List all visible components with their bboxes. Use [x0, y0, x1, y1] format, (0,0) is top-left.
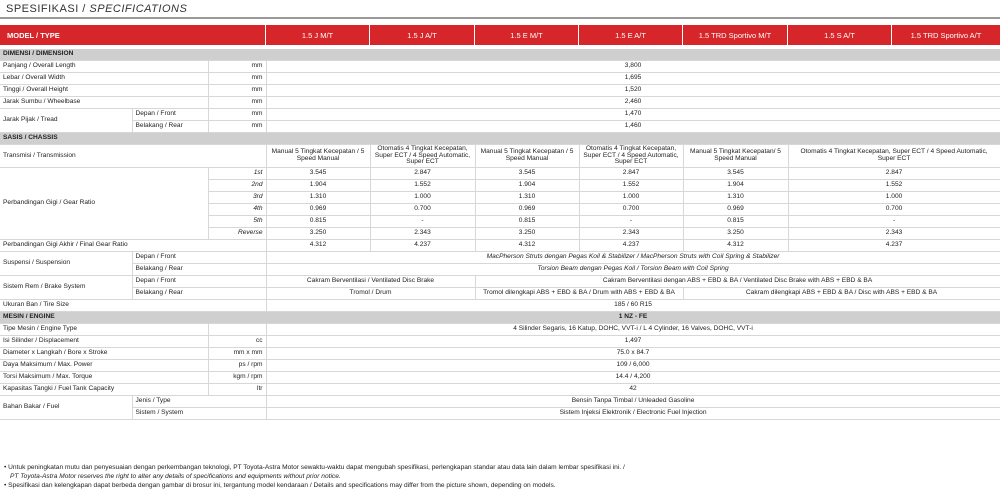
- value: Cakram dilengkapi ABS + EBD & BA / Disc with ABS + EBD & BA: [683, 288, 1000, 300]
- row-label: Jarak Sumbu / Wheelbase: [0, 97, 208, 109]
- table-row: [0, 85, 1000, 97]
- model-header-3: 1.5 E M/T: [475, 25, 579, 45]
- value: 4.237: [579, 240, 683, 252]
- value: 14.4 / 4,200: [266, 372, 1000, 384]
- value: 2.847: [370, 168, 475, 180]
- value: 185 / 60 R15: [266, 300, 1000, 312]
- gear-label: Reverse: [208, 228, 266, 240]
- model-header-6: 1.5 S A/T: [788, 25, 892, 45]
- sub-label: Depan / Front: [132, 252, 266, 264]
- transmission-value: Manual 5 Tingkat Kecepatan / 5 Speed Manual: [266, 145, 370, 168]
- value: 0.700: [579, 204, 683, 216]
- row-label: Tinggi / Overall Height: [0, 85, 208, 97]
- value: 3.545: [266, 168, 370, 180]
- value: 1.552: [579, 180, 683, 192]
- value: MacPherson Struts dengan Pegas Koil & Stabilizer / MacPherson Struts with Coil Spring & Stabilizer: [266, 252, 1000, 264]
- value: -: [579, 216, 683, 228]
- value: 2.343: [579, 228, 683, 240]
- value: 1.310: [475, 192, 579, 204]
- footnotes: [4, 463, 994, 490]
- row-label: Panjang / Overall Length: [0, 61, 208, 73]
- row-label: Tipe Mesin / Engine Type: [0, 324, 208, 336]
- sub-label: Depan / Front: [132, 276, 266, 288]
- row-label: Perbandingan Gigi / Gear Ratio: [0, 168, 208, 240]
- value: 2.343: [370, 228, 475, 240]
- value: 109 / 6,000: [266, 360, 1000, 372]
- unit: [208, 324, 266, 336]
- sub-label: Belakang / Rear: [132, 121, 208, 133]
- value: 0.700: [788, 204, 1000, 216]
- row-label: Kapasitas Tangki / Fuel Tank Capacity: [0, 384, 208, 396]
- value: 1.310: [266, 192, 370, 204]
- value: 1.000: [788, 192, 1000, 204]
- table-row: [0, 288, 1000, 300]
- model-header-5: 1.5 TRD Sportivo M/T: [683, 25, 788, 45]
- value: 42: [266, 384, 1000, 396]
- table-row: [0, 61, 1000, 73]
- value: 1.310: [683, 192, 788, 204]
- table-row: [0, 276, 1000, 288]
- sub-label: Depan / Front: [132, 109, 208, 121]
- value: 2.343: [788, 228, 1000, 240]
- value: 4 Silinder Segaris, 16 Katup, DOHC, VVT-i / L 4 Cylinder, 16 Valves, DOHC, VVT-i: [266, 324, 1000, 336]
- value: 2.847: [788, 168, 1000, 180]
- table-row: [0, 121, 1000, 133]
- model-header-7: 1.5 TRD Sportivo A/T: [892, 25, 1000, 45]
- table-row: [0, 145, 1000, 168]
- table-row: [0, 360, 1000, 372]
- value: 1.552: [370, 180, 475, 192]
- value: 4.312: [266, 240, 370, 252]
- value: 1,695: [266, 73, 1000, 85]
- value: 3.250: [266, 228, 370, 240]
- row-label: Ukuran Ban / Tire Size: [0, 300, 266, 312]
- sub-label: Sistem / System: [132, 408, 266, 420]
- sub-label: Jenis / Type: [132, 396, 266, 408]
- table-row: [0, 252, 1000, 264]
- footnote-1: • Untuk peningkatan mutu dan penyesuaian dengan perkembangan teknologi, PT Toyota-Astra Motor sewaktu-waktu dapat mengubah spesifikasi, perlengkapan standar atau data lain dalam lembar spesifikasi ini. /: [4, 464, 625, 471]
- table-row: [0, 240, 1000, 252]
- table-row: [0, 408, 1000, 420]
- model-header-1: 1.5 J M/T: [266, 25, 370, 45]
- unit: mm: [208, 85, 266, 97]
- gear-label: 2nd: [208, 180, 266, 192]
- table-row: [0, 348, 1000, 360]
- row-label: Daya Maksimum / Max. Power: [0, 360, 208, 372]
- table-row: [0, 97, 1000, 109]
- value: Sistem Injeksi Elektronik / Electronic Fuel Injection: [266, 408, 1000, 420]
- table-row: [0, 396, 1000, 408]
- value: 0.815: [683, 216, 788, 228]
- value: 0.969: [266, 204, 370, 216]
- gear-label: 4th: [208, 204, 266, 216]
- section-engine-title: MESIN / ENGINE: [0, 312, 266, 324]
- model-header-2: 1.5 J A/T: [370, 25, 475, 45]
- table-row: [0, 336, 1000, 348]
- table-row: [0, 300, 1000, 312]
- table-row: [0, 384, 1000, 396]
- value: 1.904: [683, 180, 788, 192]
- row-label: Perbandingan Gigi Akhir / Final Gear Ratio: [0, 240, 266, 252]
- unit: cc: [208, 336, 266, 348]
- row-label: Sistem Rem / Brake System: [0, 276, 132, 300]
- value: 1,520: [266, 85, 1000, 97]
- gear-label: 3rd: [208, 192, 266, 204]
- value: 3,800: [266, 61, 1000, 73]
- row-label: Torsi Maksimum / Max. Torque: [0, 372, 208, 384]
- unit: mm: [208, 61, 266, 73]
- row-label: Bahan Bakar / Fuel: [0, 396, 132, 420]
- page-title: SPESIFIKASI / SPECIFICATIONS: [6, 3, 188, 15]
- title-rule: [0, 17, 1000, 19]
- transmission-value: Otomatis 4 Tingkat Kecepatan, Super ECT / 4 Speed Automatic, Super ECT: [579, 145, 683, 168]
- value: 1,460: [266, 121, 1000, 133]
- value: 0.969: [683, 204, 788, 216]
- table-row: [0, 324, 1000, 336]
- footnote-1-en: PT Toyota-Astra Motor reserves the right to alter any details of specifications and equipments without prior notice.: [10, 473, 341, 480]
- value: 3.250: [475, 228, 579, 240]
- title-bar: [0, 0, 1000, 20]
- row-label: Isi Silinder / Displacement: [0, 336, 208, 348]
- section-engine: [0, 312, 1000, 324]
- unit: mm: [208, 109, 266, 121]
- transmission-value: Manual 5 Tingkat Kecepatan / 5 Speed Manual: [475, 145, 579, 168]
- transmission-value: Otomatis 4 Tingkat Kecepatan, Super ECT / 4 Speed Automatic, Super ECT: [370, 145, 475, 168]
- value: 0.815: [266, 216, 370, 228]
- value: Cakram Berventilasi dengan ABS + EBD & BA / Ventilated Disc Brake with ABS + EBD & BA: [475, 276, 1000, 288]
- unit: mm: [208, 121, 266, 133]
- unit: mm: [208, 73, 266, 85]
- unit: ltr: [208, 384, 266, 396]
- table-row: [0, 372, 1000, 384]
- value: 3.250: [683, 228, 788, 240]
- value: 3.545: [475, 168, 579, 180]
- value: Bensin Tanpa Timbal / Unleaded Gasoline: [266, 396, 1000, 408]
- value: 4.237: [788, 240, 1000, 252]
- value: 4.237: [370, 240, 475, 252]
- value: 0.815: [475, 216, 579, 228]
- value: 1,470: [266, 109, 1000, 121]
- section-dimension-title: DIMENSI / DIMENSION: [0, 49, 1000, 61]
- value: Tromol dilengkapi ABS + EBD & BA / Drum with ABS + EBD & BA: [475, 288, 683, 300]
- sub-label: Belakang / Rear: [132, 264, 266, 276]
- value: 0.700: [370, 204, 475, 216]
- model-header-row: [0, 25, 1000, 45]
- value: Torsion Beam dengan Pegas Koil / Torsion Beam with Coil Spring: [266, 264, 1000, 276]
- value: 1.000: [370, 192, 475, 204]
- section-chassis: [0, 133, 1000, 145]
- row-label: Lebar / Overall Width: [0, 73, 208, 85]
- value: 2,460: [266, 97, 1000, 109]
- spec-table: [0, 49, 1000, 420]
- value: 1.000: [579, 192, 683, 204]
- unit: ps / rpm: [208, 360, 266, 372]
- gear-label: 1st: [208, 168, 266, 180]
- table-row: [0, 109, 1000, 121]
- value: -: [788, 216, 1000, 228]
- sub-label: Belakang / Rear: [132, 288, 266, 300]
- row-label: Suspensi / Suspension: [0, 252, 132, 276]
- unit: mm: [208, 97, 266, 109]
- value: 1.552: [788, 180, 1000, 192]
- footnote-2: • Spesifikasi dan kelengkapan dapat berbeda dengan gambar di brosur ini, tergantung model kendaraan / Details and specifications may differ from the picture shown, depending on models.: [4, 482, 556, 489]
- row-label: Diameter x Langkah / Bore x Stroke: [0, 348, 208, 360]
- value: 3.545: [683, 168, 788, 180]
- value: 1.904: [266, 180, 370, 192]
- value: 2.847: [579, 168, 683, 180]
- unit: mm x mm: [208, 348, 266, 360]
- transmission-value: Otomatis 4 Tingkat Kecepatan, Super ECT / 4 Speed Automatic, Super ECT: [788, 145, 1000, 168]
- value: Cakram Berventilasi / Ventilated Disc Brake: [266, 276, 475, 288]
- model-type-header: MODEL / TYPE: [0, 25, 266, 45]
- value: 1.904: [475, 180, 579, 192]
- section-dimension: [0, 49, 1000, 61]
- gear-label: 5th: [208, 216, 266, 228]
- value: 75.0 x 84.7: [266, 348, 1000, 360]
- row-label: Transmisi / Transmission: [0, 145, 266, 168]
- value: 4.312: [683, 240, 788, 252]
- table-row: [0, 168, 1000, 180]
- row-label: Jarak Pijak / Tread: [0, 109, 132, 133]
- section-chassis-title: SASIS / CHASSIS: [0, 133, 1000, 145]
- transmission-value: Manual 5 Tingkat Kecepatan/ 5 Speed Manual: [683, 145, 788, 168]
- value: Tromol / Drum: [266, 288, 475, 300]
- value: 0.969: [475, 204, 579, 216]
- table-row: [0, 73, 1000, 85]
- unit: kgm / rpm: [208, 372, 266, 384]
- model-header-4: 1.5 E A/T: [579, 25, 683, 45]
- table-row: [0, 264, 1000, 276]
- value: 4.312: [475, 240, 579, 252]
- engine-code: 1 NZ - FE: [266, 312, 1000, 324]
- value: 1,497: [266, 336, 1000, 348]
- value: -: [370, 216, 475, 228]
